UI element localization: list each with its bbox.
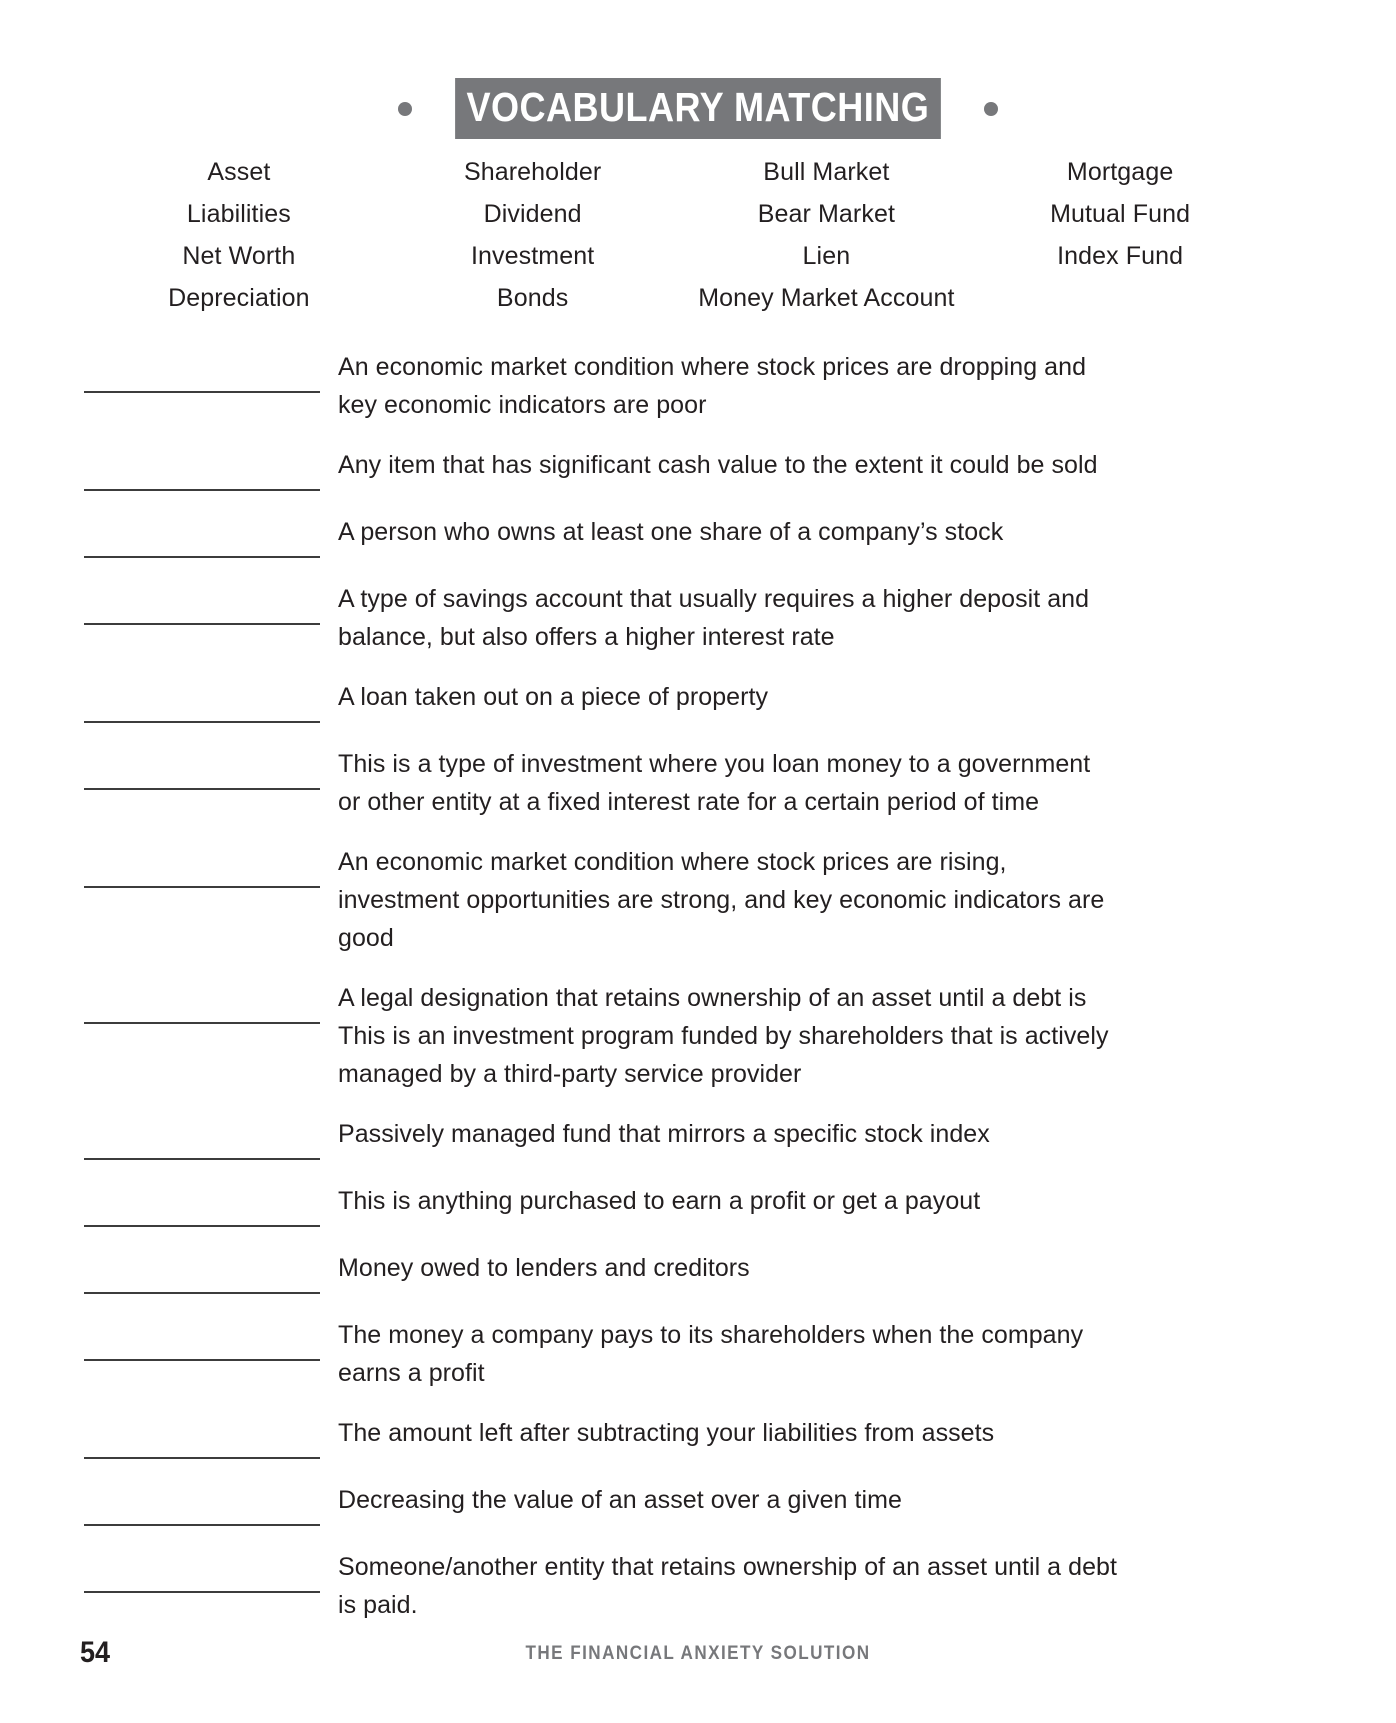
book-title: THE FINANCIAL ANXIETY SOLUTION	[525, 1643, 871, 1664]
word-bank-item: Asset	[207, 158, 271, 186]
definition-text	[338, 348, 1168, 424]
definition-row	[84, 446, 1314, 491]
definition-row	[84, 580, 1314, 656]
definition-line: managed by a third-party service provider	[338, 1060, 802, 1088]
definition-row	[84, 513, 1314, 558]
word-bank-item: Mutual Fund	[1050, 200, 1191, 228]
definition-line: This is anything purchased to earn a profit or get a payout	[338, 1187, 981, 1215]
answer-blank-input[interactable]	[84, 693, 320, 723]
definition-line: Money owed to lenders and creditors	[338, 1254, 750, 1282]
word-bank-item: Net Worth	[182, 242, 296, 270]
definition-line: This is an investment program funded by shareholders that is actively	[338, 1022, 1109, 1050]
definition-line: An economic market condition where stock prices are rising,	[338, 848, 1007, 876]
definition-row	[84, 1182, 1314, 1227]
definition-line: key economic indicators are poor	[338, 391, 707, 419]
answer-blank-input[interactable]	[84, 1130, 320, 1160]
definition-row	[84, 1316, 1314, 1392]
answer-blank-input[interactable]	[84, 1197, 320, 1227]
word-bank-item: Index Fund	[1057, 242, 1184, 270]
definition-text	[338, 843, 1168, 957]
answer-blank-input[interactable]	[84, 528, 320, 558]
definition-text	[338, 745, 1168, 821]
word-bank	[92, 160, 1267, 311]
definition-row	[84, 1548, 1314, 1624]
definition-row	[84, 979, 1314, 1093]
answer-blank-input[interactable]	[84, 363, 320, 393]
definition-row	[84, 1481, 1314, 1526]
definition-text	[338, 1249, 1168, 1287]
answer-blank-input[interactable]	[84, 1429, 320, 1459]
definition-line: An economic market condition where stock prices are dropping and	[338, 353, 1087, 381]
page-footer	[0, 1628, 1396, 1668]
definition-line: This is a type of investment where you loan money to a government	[338, 750, 1091, 778]
definition-text	[338, 1548, 1168, 1624]
word-bank-item: Lien	[802, 242, 851, 270]
definition-line: The money a company pays to its shareholders when the company	[338, 1321, 1084, 1349]
definition-text	[338, 580, 1168, 656]
word-bank-item: Shareholder	[463, 158, 602, 186]
definition-line: Decreasing the value of an asset over a given time	[338, 1486, 902, 1514]
definition-text	[338, 446, 1168, 484]
definition-line: Someone/another entity that retains ownership of an asset until a debt	[338, 1553, 1117, 1581]
answer-blank-input[interactable]	[84, 994, 320, 1024]
word-bank-item: Bonds	[496, 284, 569, 312]
definition-line: A loan taken out on a piece of property	[338, 683, 769, 711]
answer-blank-input[interactable]	[84, 760, 320, 790]
definition-text	[338, 1182, 1168, 1220]
answer-blank-input[interactable]	[84, 1331, 320, 1361]
definition-text	[338, 678, 1168, 716]
definition-row	[84, 678, 1314, 723]
definition-text	[338, 979, 1168, 1093]
answer-blank-input[interactable]	[84, 858, 320, 888]
definition-row	[84, 843, 1314, 957]
definition-text	[338, 1316, 1168, 1392]
definition-text	[338, 513, 1168, 551]
word-bank-item: Liabilities	[186, 200, 291, 228]
definition-line: good	[338, 924, 394, 952]
definition-line: or other entity at a fixed interest rate for a certain period of time	[338, 788, 1040, 816]
bullet-dot-icon-right	[984, 102, 998, 116]
definition-row	[84, 1115, 1314, 1160]
answer-blank-input[interactable]	[84, 461, 320, 491]
answer-blank-input[interactable]	[84, 1264, 320, 1294]
word-bank-item: Investment	[470, 242, 595, 270]
definition-row	[84, 1414, 1314, 1459]
definition-list	[84, 348, 1314, 1646]
word-bank-item: Dividend	[483, 200, 582, 228]
definition-text	[338, 1414, 1168, 1452]
definition-text	[338, 1115, 1168, 1153]
definition-row	[84, 745, 1314, 821]
definition-text	[338, 1481, 1168, 1519]
definition-line: A type of savings account that usually requires a higher deposit and	[338, 585, 1090, 613]
page-number: 54	[80, 1636, 111, 1669]
word-bank-item: Money Market Account	[698, 284, 955, 312]
definition-line: investment opportunities are strong, and key economic indicators are	[338, 886, 1105, 914]
page-title: VOCABULARY MATCHING	[455, 78, 941, 139]
definition-line: Any item that has significant cash value to the extent it could be sold	[338, 451, 1098, 479]
definition-line: A legal designation that retains ownership of an asset until a debt is	[338, 984, 1087, 1012]
definition-line: Passively managed fund that mirrors a specific stock index	[338, 1120, 990, 1148]
answer-blank-input[interactable]	[84, 1563, 320, 1593]
answer-blank-input[interactable]	[84, 595, 320, 625]
word-bank-item: Depreciation	[168, 284, 310, 312]
answer-blank-input[interactable]	[84, 1496, 320, 1526]
definition-row	[84, 1249, 1314, 1294]
definition-line: earns a profit	[338, 1359, 485, 1387]
definition-line: The amount left after subtracting your liabilities from assets	[338, 1419, 995, 1447]
definition-line: balance, but also offers a higher interest rate	[338, 623, 835, 651]
word-bank-item: Mortgage	[1066, 158, 1174, 186]
page-title-row	[0, 78, 1396, 139]
definition-row	[84, 348, 1314, 424]
bullet-dot-icon-left	[398, 102, 412, 116]
definition-line: is paid.	[338, 1591, 418, 1619]
word-bank-item: Bear Market	[757, 200, 895, 228]
definition-line: A person who owns at least one share of a company’s stock	[338, 518, 1004, 546]
word-bank-item: Bull Market	[763, 158, 890, 186]
